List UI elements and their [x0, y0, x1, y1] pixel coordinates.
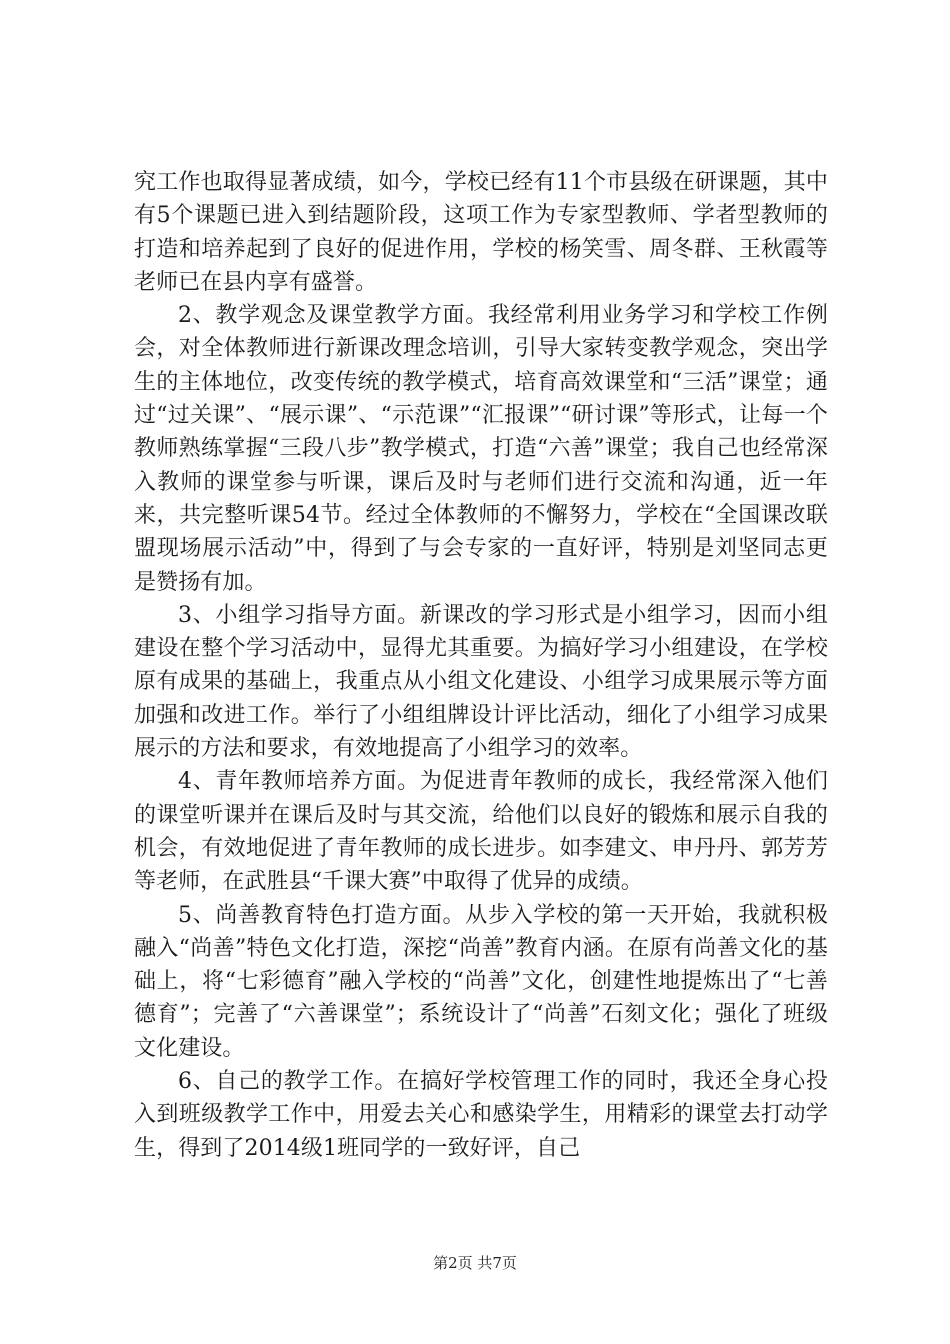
paragraph-teaching-concepts: 2、教学观念及课堂教学方面。我经常利用业务学习和学校工作例会，对全体教师进行新课改理念培训，引导大家转变教学观念，突出学生的主体地位，改变传统的教学模式，培育高效课堂和“三活”课堂；通过“过关课”、“展示课”、“示范课”“汇报课”“研讨课”等形式，让每一个教师熟练掌握“三段八步”教学模式，打造“六善”课堂；我自己也经常深入教师的课堂参与听课，课后及时与老师们进行交流和沟通，近一年来，共完整听课54节。经过全体教师的不懈努力，学校在“全国课改联盟现场展示活动”中，得到了与会专家的一直好评，特别是刘坚同志更是赞扬有加。	[134, 303, 828, 595]
paragraph-group-learning: 3、小组学习指导方面。新课改的学习形式是小组学习，因而小组建设在整个学习活动中，显得尤其重要。为搞好学习小组建设，在学校原有成果的基础上，我重点从小组文化建设、小组学习成果展示等方面加强和改进工作。举行了小组组牌设计评比活动，细化了小组学习成果展示的方法和要求，有效地提高了小组学习的效率。	[134, 602, 828, 762]
paragraph-shangshan-education: 5、尚善教育特色打造方面。从步入学校的第一天开始，我就积极融入“尚善”特色文化打造，深挖“尚善”教育内涵。在原有尚善文化的基础上，将“七彩德育”融入学校的“尚善”文化，创建性地提炼出了“七善德育”；完善了“六善课堂”；系统设计了“尚善”石刻文化；强化了班级文化建设。	[134, 902, 828, 1061]
page-number-footer: 第2页 共7页	[433, 1254, 517, 1272]
paragraph-own-teaching: 6、自己的教学工作。在搞好学校管理工作的同时，我还全身心投入到班级教学工作中，用爱去关心和感染学生，用精彩的课堂去打动学生，得到了2014级1班同学的一致好评，自己	[134, 1069, 828, 1161]
document-body	[134, 166, 828, 1165]
paragraph-young-teachers: 4、青年教师培养方面。为促进青年教师的成长，我经常深入他们的课堂听课并在课后及时与其交流，给他们以良好的锻炼和展示自我的机会，有效地促进了青年教师的成长进步。如李建文、申丹丹、郭芳芳等老师，在武胜县“千课大赛”中取得了优异的成绩。	[134, 769, 828, 895]
paragraph-continuation: 究工作也取得显著成绩，如今，学校已经有11个市县级在研课题，其中有5个课题已进入到结题阶段，这项工作为专家型教师、学者型教师的打造和培养起到了良好的促进作用，学校的杨笑雪、周冬群、王秋霞等老师已在县内享有盛誉。	[134, 170, 828, 295]
